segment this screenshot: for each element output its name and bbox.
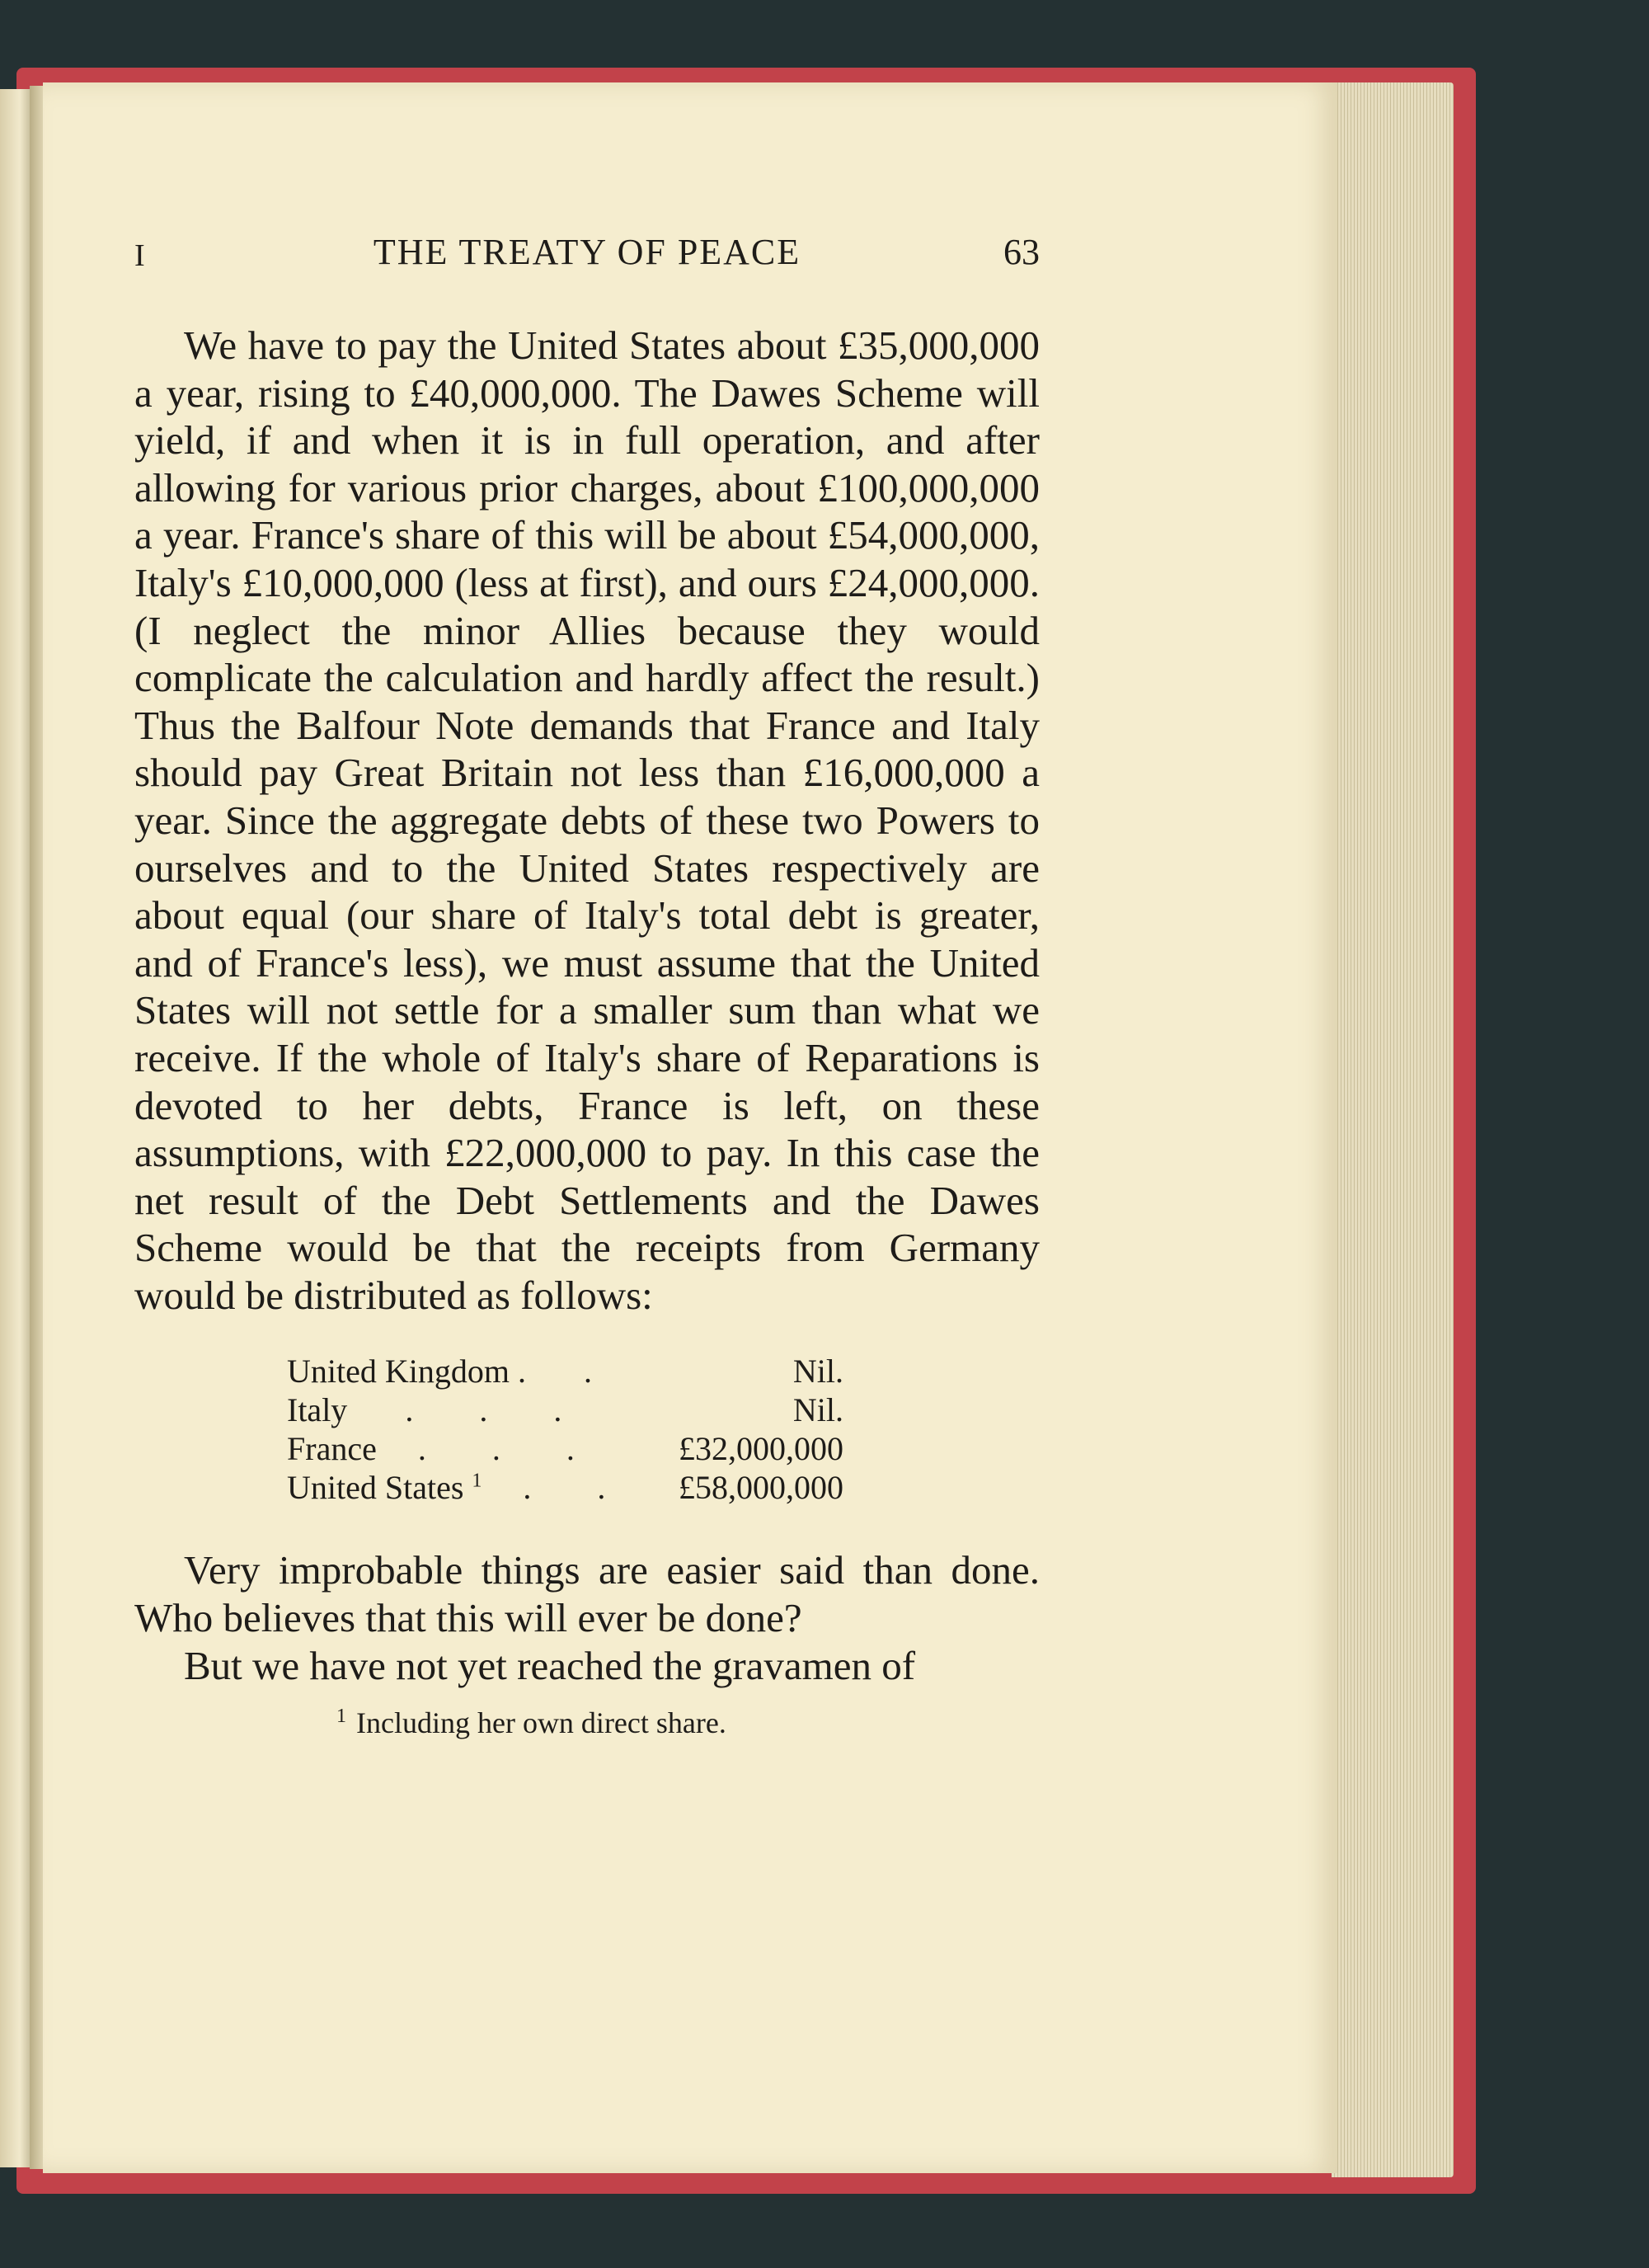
row-label: United States [287,1469,464,1507]
footnote-text: Including her own direct share. [356,1706,726,1740]
running-head [134,231,1040,280]
running-title: THE TREATY OF PEACE [373,232,801,272]
footnote-mark: 1 [336,1706,346,1728]
table-row: France . . . £32,000,000 [287,1430,843,1468]
footnote-reference: 1 [472,1470,482,1493]
row-value: £32,000,000 [679,1430,843,1468]
page-edges [1332,82,1454,2177]
row-value: Nil. [792,1391,843,1429]
row-label: France [287,1430,377,1468]
text-block [134,231,1040,1740]
chapter-number: I [134,238,145,273]
table-row: United States $^1$ . . £58,000,000 [287,1469,843,1507]
facing-page-edge [0,89,33,2167]
table-row: United Kingdom . . Nil. [287,1353,843,1390]
row-value: Nil. [792,1353,843,1390]
paragraph-1: We have to pay the United States about £35,000,000 a year, rising to £40,000,000. The Dawes Scheme will yield, if and when it is in full operation, and after allowing for various prior charges, about £100,000,000 a year. France's share of this will be about £54,000,000, Italy's £10,000,000 (less at first), and ours £24,000,000. (I neglect the minor Allies because they would complicate the calculation and hardly affect the result.) Thus the Balfour Note demands that France and Italy should pay Great Britain not less than £16,000,000 a year. Since the aggregate debts of these two Powers to ourselves and to the United States respectively are about equal (our share of Italy's total debt is greater, and of France's less), we must assume that the United States will not settle for a smaller sum than what we receive. If the whole of Italy's share of Reparations is devoted to her debts, France is left, on these assumptions, with £22,000,000 to pay. In this case the net result of the Debt Settlements and the Dawes Scheme would be that the receipts from Germany would be distributed as follows: [134,322,1040,1318]
row-label: Italy [287,1391,348,1429]
row-value: £58,000,000 [679,1469,843,1507]
paragraph-2: Very improbable things are easier said than done. Who believes that this will ever be done? [134,1547,1040,1641]
footnote [336,1706,1040,1740]
distribution-table [287,1352,1040,1507]
table-row: Italy . . . Nil. [287,1391,843,1429]
row-label: United Kingdom [287,1353,510,1390]
page-number: 63 [1003,232,1040,272]
paragraph-3: But we have not yet reached the gravamen of [184,1642,916,1688]
